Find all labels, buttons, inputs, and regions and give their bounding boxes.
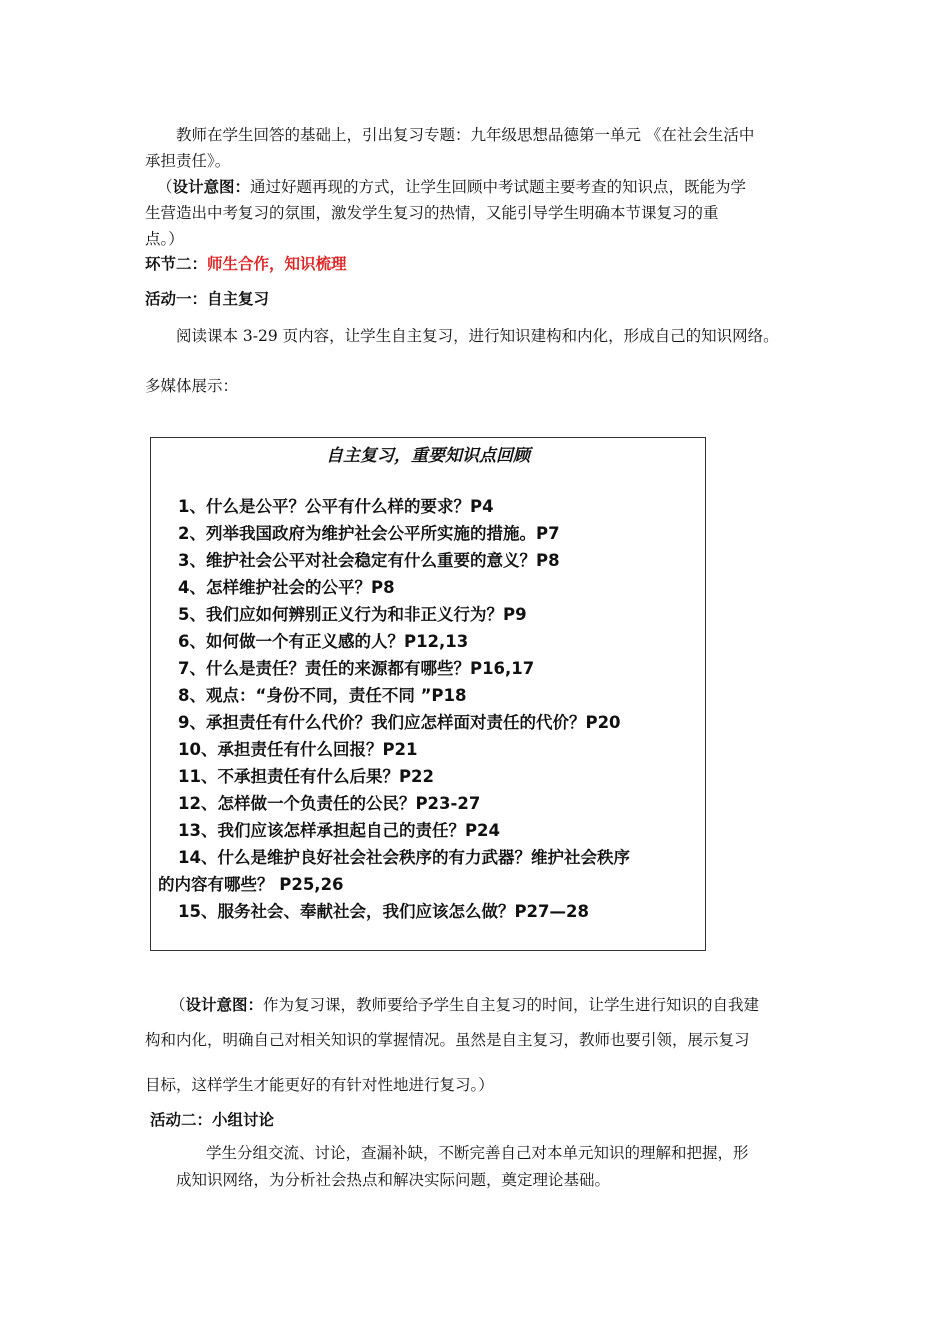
review-item: 8、观点：“身份不同，责任不同 ”P18 bbox=[178, 686, 467, 705]
review-item: 14、什么是维护良好社会社会秩序的有力武器？维护社会秩序 bbox=[178, 848, 630, 867]
paren-open: （ bbox=[157, 178, 173, 196]
review-item-continued: 的内容有哪些？ P25,26 bbox=[158, 875, 344, 894]
design-intent-2-line-3: 目标，这样学生才能更好的有针对性地进行复习。） bbox=[145, 1076, 494, 1094]
review-item: 15、服务社会、奉献社会，我们应该怎么做？P27—28 bbox=[178, 902, 589, 921]
design-intent-1-line-3: 点。） bbox=[145, 230, 184, 248]
review-questions-box bbox=[150, 437, 706, 951]
review-item: 6、如何做一个有正义感的人？P12,13 bbox=[178, 632, 469, 651]
design-intent-label: 设计意图： bbox=[172, 177, 251, 196]
design-intent-1-line-2: 生营造出中考复习的氛围，激发学生复习的热情，又能引导学生明确本节课复习的重 bbox=[145, 204, 719, 222]
review-item: 13、我们应该怎样承担起自己的责任？P24 bbox=[178, 821, 501, 840]
review-item: 5、我们应如何辨别正义行为和非正义行为？P9 bbox=[178, 605, 527, 624]
activity-2-title: 活动二：小组讨论 bbox=[150, 1110, 275, 1129]
review-item: 4、怎样维护社会的公平？P8 bbox=[178, 578, 395, 597]
activity-2-line-1: 学生分组交流、讨论，查漏补缺，不断完善自己对本单元知识的理解和把握，形 bbox=[206, 1144, 749, 1162]
paren-open: （ bbox=[170, 996, 186, 1014]
review-item: 10、承担责任有什么回报？P21 bbox=[178, 740, 418, 759]
section-label: 环节二： bbox=[145, 254, 208, 273]
design-intent-text: 作为复习课，教师要给予学生自主复习的时间，让学生进行知识的自我建 bbox=[263, 996, 760, 1014]
review-item: 11、不承担责任有什么后果？P22 bbox=[178, 767, 435, 786]
design-intent-2-line-2: 构和内化，明确自己对相关知识的掌握情况。虽然是自主复习，教师也要引领，展示复习 bbox=[145, 1031, 750, 1049]
review-item: 3、维护社会公平对社会稳定有什么重要的意义？P8 bbox=[178, 551, 560, 570]
design-intent-text: 通过好题再现的方式，让学生回顾中考试题主要考查的知识点，既能为学 bbox=[250, 178, 747, 196]
review-item: 12、怎样做一个负责任的公民？P23-27 bbox=[178, 794, 481, 813]
section-heading bbox=[145, 254, 347, 274]
design-intent-label: 设计意图： bbox=[185, 995, 264, 1014]
activity-1-title: 活动一：自主复习 bbox=[145, 289, 270, 308]
review-item: 9、承担责任有什么代价？我们应怎样面对责任的代价？P20 bbox=[178, 713, 621, 732]
review-box-title: 自主复习，重要知识点回顾 bbox=[326, 446, 530, 466]
review-item: 7、什么是责任？责任的来源都有哪些？P16,17 bbox=[178, 659, 535, 678]
review-item: 1、什么是公平？公平有什么样的要求？P4 bbox=[178, 497, 494, 516]
activity-2-line-2: 成知识网络，为分析社会热点和解决实际问题，奠定理论基础。 bbox=[176, 1171, 611, 1189]
design-intent-1-line-1 bbox=[157, 177, 746, 197]
review-item: 2、列举我国政府为维护社会公平所实施的措施。P7 bbox=[178, 524, 560, 543]
design-intent-2-line-1 bbox=[170, 995, 759, 1015]
intro-line-2: 承担责任》。 bbox=[145, 152, 231, 170]
section-title: 师生合作，知识梳理 bbox=[207, 254, 347, 273]
intro-line-1: 教师在学生回答的基础上，引出复习专题：九年级思想品德第一单元 《在社会生活中 bbox=[176, 126, 755, 144]
multimedia-label: 多媒体展示： bbox=[145, 377, 239, 395]
activity-1-body: 阅读课本 3-29 页内容，让学生自主复习，进行知识建构和内化，形成自己的知识网络。 bbox=[176, 327, 779, 345]
